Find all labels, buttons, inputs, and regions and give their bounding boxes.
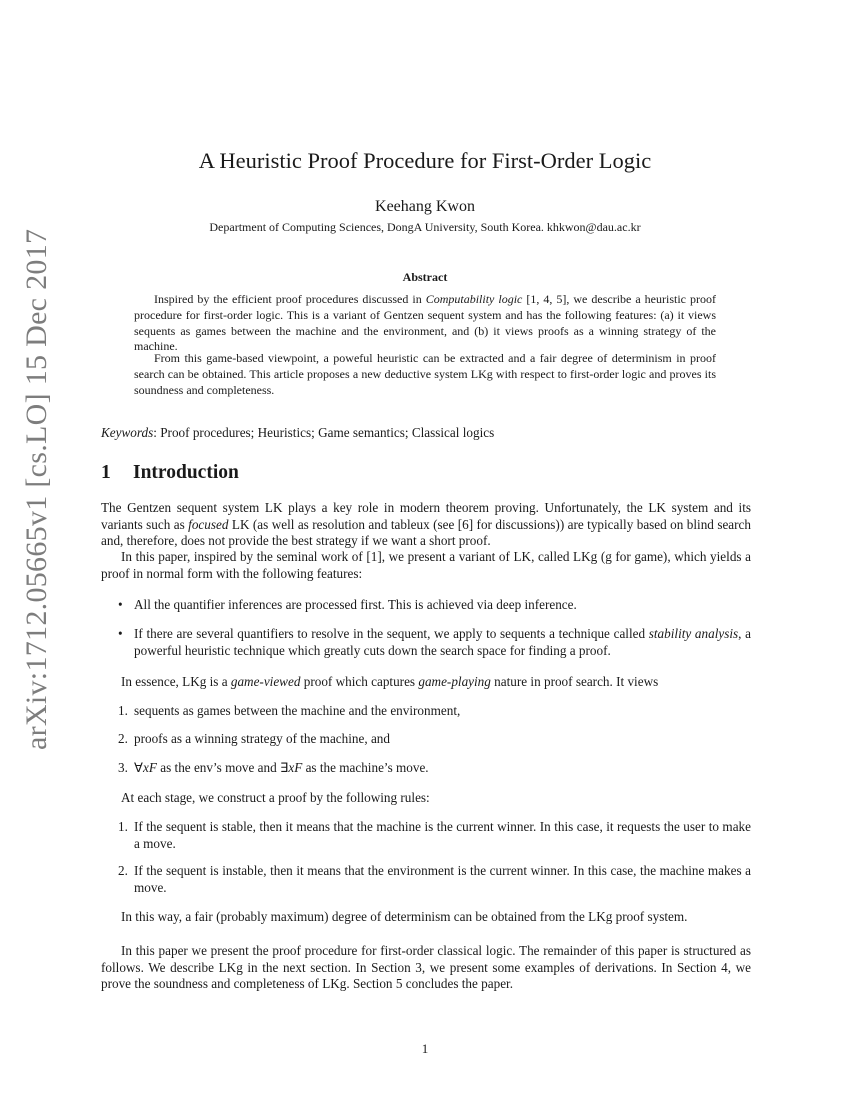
list-number: 1. (118, 819, 128, 834)
intro-paragraph-1 (101, 500, 751, 550)
body-text: as the machine’s move. (302, 760, 429, 775)
author-name: Keehang Kwon (375, 198, 475, 215)
abstract-heading: Abstract (402, 270, 448, 284)
list-number: 2. (118, 731, 128, 746)
body-text: proof which captures (300, 674, 419, 689)
body-emphasis: stability analysis (648, 626, 739, 641)
list-text: sequents as games between the machine and the environment, (134, 703, 461, 718)
abstract-paragraph-2: From this game-based viewpoint, a poweful heuristic can be extracted and a fair degree of determinism in proof search can be obtained. This article proposes a new deductive system LKg with respect to first-order logic and proves its soundness and completeness. (134, 351, 716, 397)
body-text: LK (as well as resolution and tableux (see [6] for discussions)) are typically based on blind search and, therefore, does not provide the best strategy if we want a short proof. (101, 516, 751, 549)
list-number: 1. (118, 703, 128, 718)
intro-paragraph-5: In this way, a fair (probably maximum) degree of determinism can be obtained from the LKg proof system. (121, 909, 688, 924)
body-emphasis: focused (188, 516, 229, 532)
body-text: as the env’s move and ∃ (156, 760, 289, 775)
abstract-text: Inspired by the efficient proof procedures discussed in (154, 292, 426, 306)
list-item (101, 703, 751, 720)
bullet-item (101, 626, 751, 659)
intro-paragraph-2: In this paper, inspired by the seminal work of [1], we present a variant of LK, called LKg (g for game), which yields a proof in normal form with the following features: (101, 549, 751, 581)
body-text: , a powerful heuristic technique which greatly cuts down the search space for finding a proof. (134, 626, 752, 658)
abstract-emphasis: Computability logic (425, 292, 523, 306)
rule-item (101, 819, 751, 852)
abstract-paragraph-1 (134, 292, 716, 355)
abstract-text: [1, 4, 5], we describe a heuristic proof procedure for first-order logic. This is a variant of Gentzen sequent system and has the following features: (a) it views sequents as games between the machine and the environment, and (b) it views proofs as a winning strategy of the machine. (134, 292, 716, 354)
list-text: proofs as a winning strategy of the machine, and (134, 731, 390, 746)
paper-title: A Heuristic Proof Procedure for First-Order Logic (198, 148, 652, 173)
keywords-text: : Proof procedures; Heuristics; Game semantics; Classical logics (153, 425, 495, 440)
bullet-marker: • (118, 626, 123, 641)
body-text: If there are several quantifiers to resolve in the sequent, we apply to sequents a technique called (134, 626, 649, 641)
list-text: If the sequent is instable, then it means that the environment is the current winner. In this case, the machine makes a move. (134, 863, 751, 895)
bullet-text (134, 626, 751, 659)
keywords-label: Keywords (101, 425, 154, 440)
body-emphasis: game-playing (418, 674, 491, 689)
body-text: The Gentzen sequent system LK plays a key role in modern theorem proving. Unfortunately, the LK system and its variants such as (101, 500, 751, 532)
body-emphasis: game-viewed (230, 674, 301, 689)
body-text: nature in proof search. It views (490, 674, 659, 689)
list-item (101, 760, 751, 777)
math-symbol: ∀ (134, 760, 144, 775)
bullet-text: All the quantifier inferences are processed first. This is achieved via deep inference. (134, 597, 577, 612)
list-number: 2. (118, 863, 128, 878)
author-affiliation: Department of Computing Sciences, DongA University, South Korea. khkwon@dau.ac.kr (209, 220, 641, 234)
list-item (101, 731, 751, 748)
arxiv-side-label: arXiv:1712.05665v1 [cs.LO] 15 Dec 2017 (20, 228, 53, 750)
math-variable: xF (288, 760, 303, 775)
intro-paragraph-3 (101, 674, 751, 691)
math-variable: xF (143, 760, 157, 775)
intro-paragraph-6: In this paper we present the proof procedure for first-order classical logic. The remainder of this paper is structured as follows. We describe LKg in the next section. In Section 3, we present some examples of derivations. In Section 4, we prove the soundness and completeness of LKg. Section 5 concludes the paper. (101, 943, 751, 992)
bullet-item (101, 597, 751, 614)
list-text: If the sequent is stable, then it means that the machine is the current winner. In this case, it requests the user to make a move. (134, 819, 751, 851)
rule-item (101, 863, 751, 896)
list-text (134, 760, 751, 777)
body-text: In essence, LKg is a (121, 674, 231, 689)
bullet-marker: • (118, 597, 123, 612)
keywords-line (101, 425, 494, 441)
section-number: 1 (101, 462, 111, 483)
section-title: Introduction (133, 462, 239, 483)
intro-paragraph-4: At each stage, we construct a proof by the following rules: (121, 790, 430, 805)
section-heading (101, 462, 239, 484)
list-number: 3. (118, 760, 128, 775)
page-number: 1 (421, 1041, 429, 1056)
